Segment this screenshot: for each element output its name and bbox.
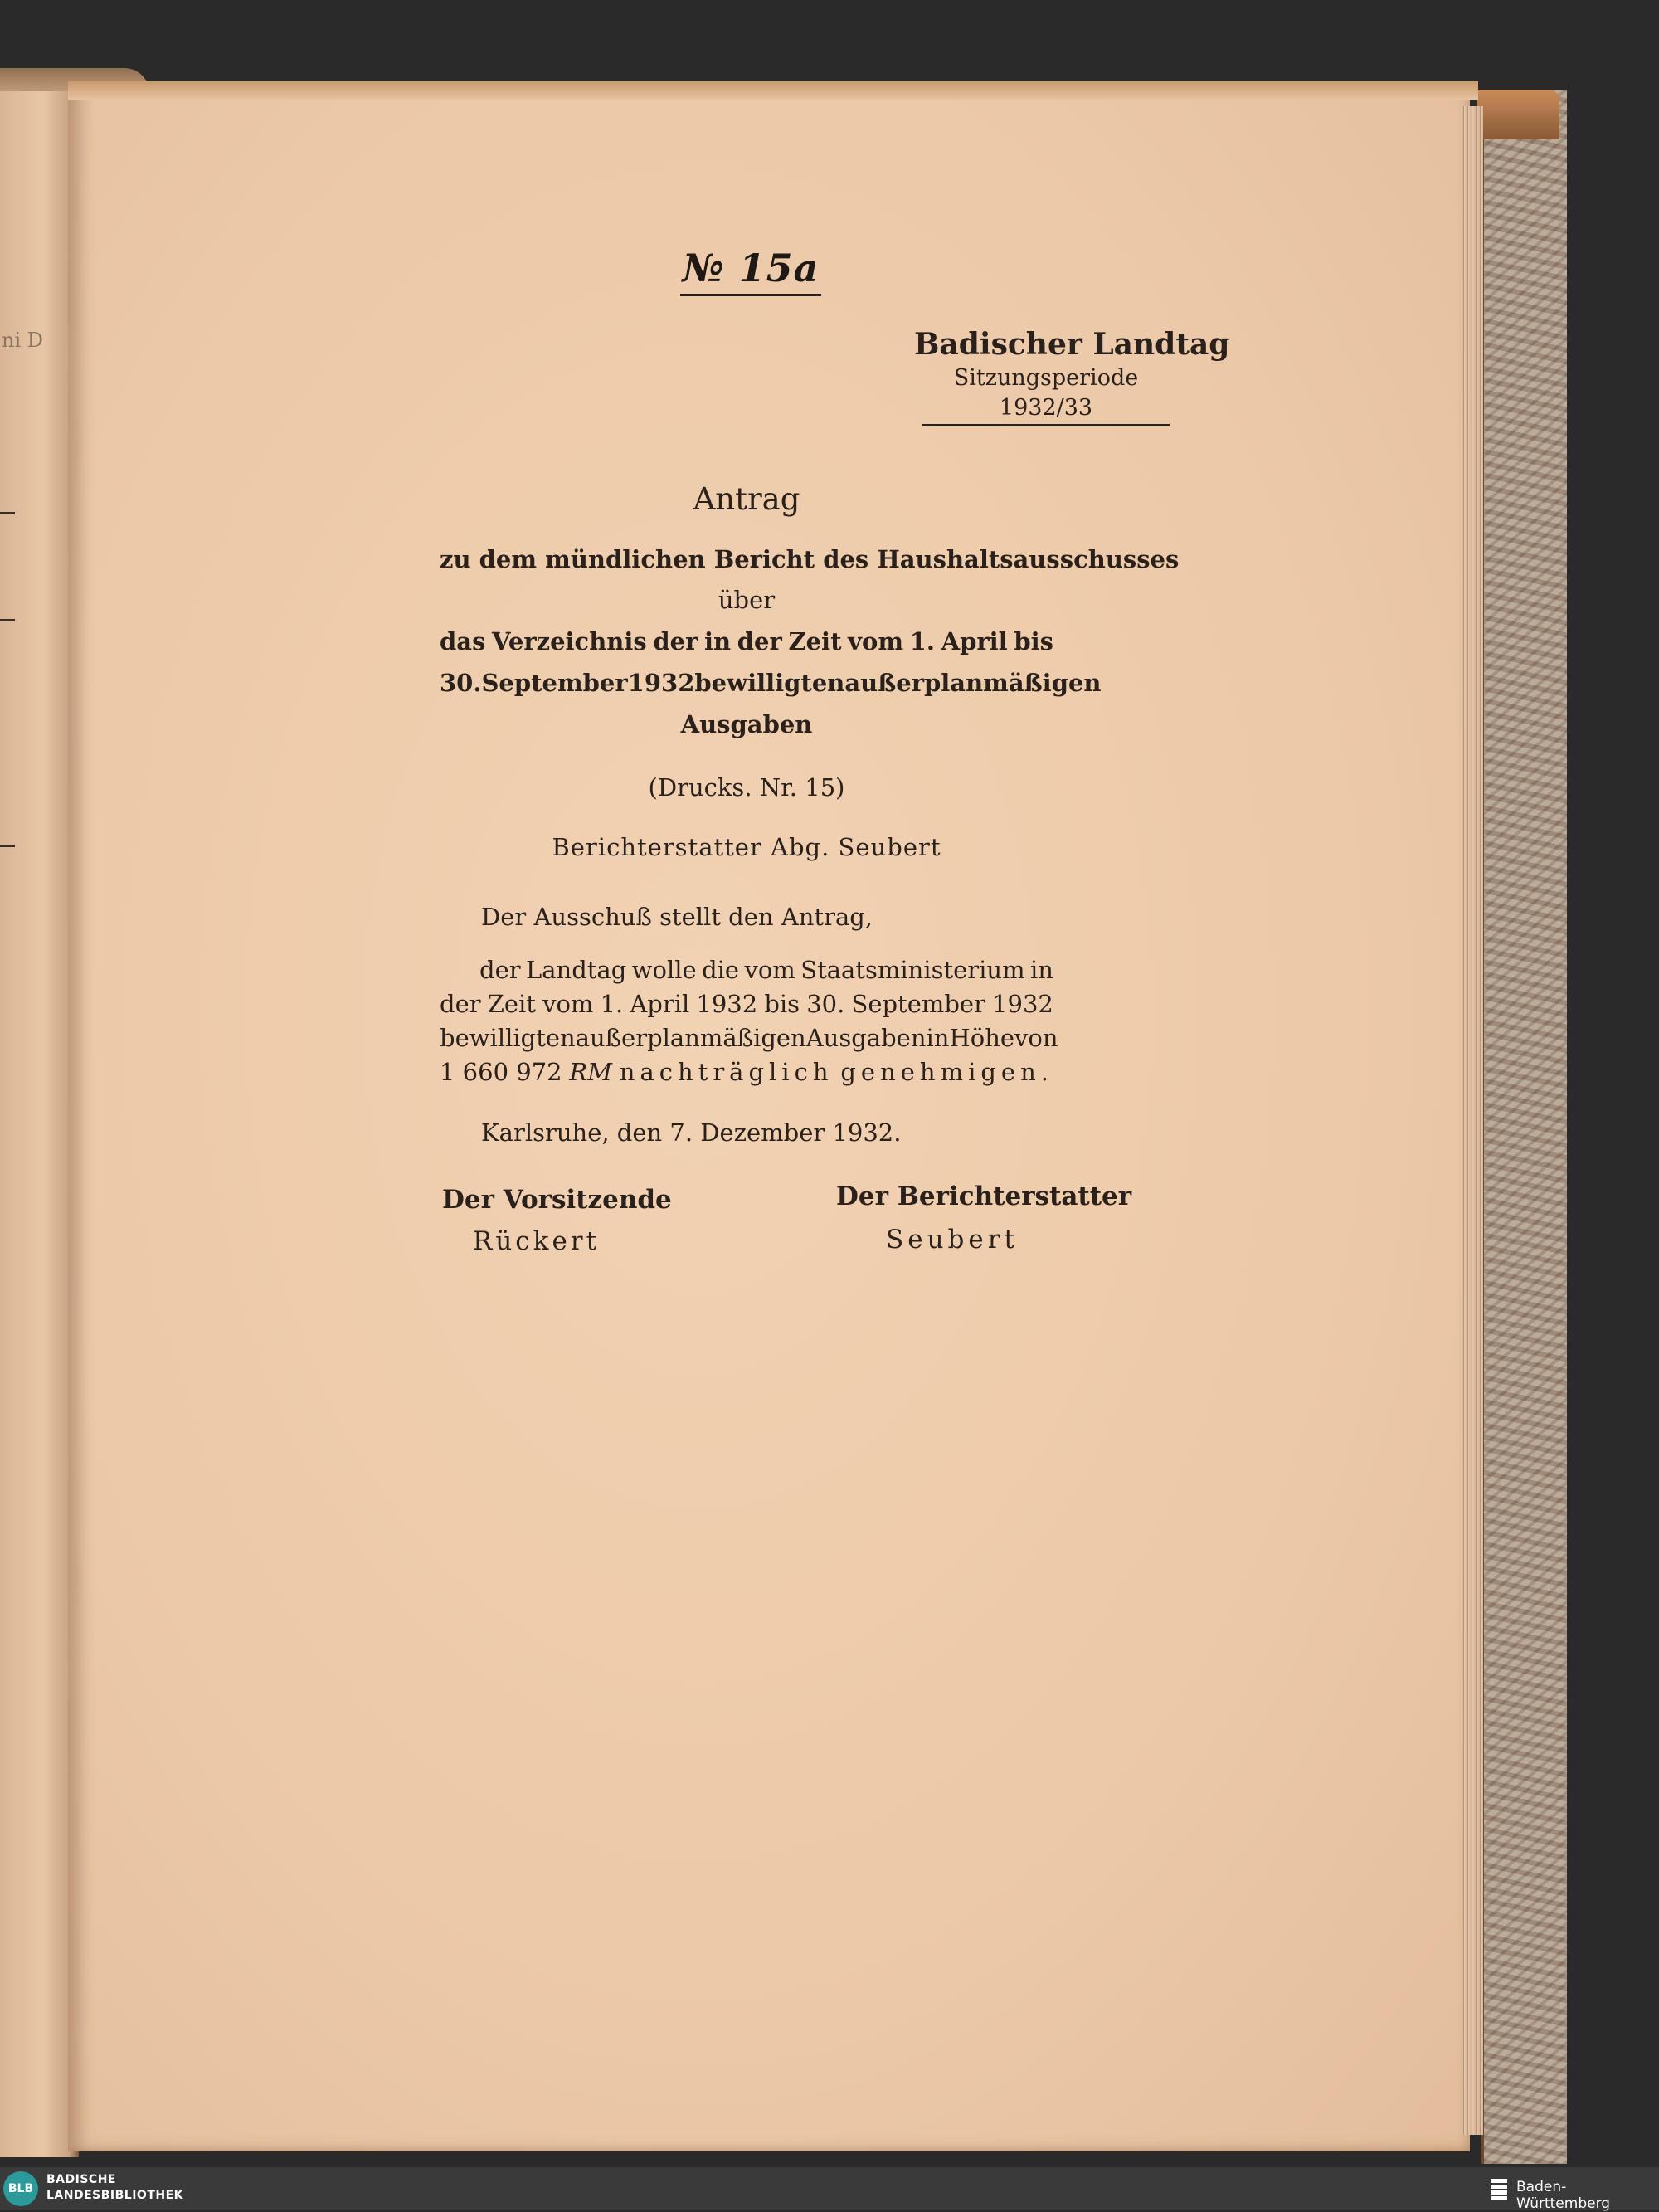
signature-left-title: Der Vorsitzende <box>442 1185 672 1215</box>
state-emblem-icon <box>1489 2177 1509 2202</box>
word: bis <box>1014 627 1053 655</box>
body-line-4 <box>440 1058 1053 1086</box>
body-line-1 <box>479 956 1053 984</box>
word: außerplanmäßigen <box>844 669 1102 697</box>
word: Zeit <box>487 990 536 1018</box>
word: von <box>1014 1024 1058 1052</box>
word: genehmigen. <box>840 1058 1053 1086</box>
left-page-mark <box>0 619 15 621</box>
word: bewilligten <box>694 669 845 697</box>
word: wolle <box>631 956 697 984</box>
word: die <box>702 956 740 984</box>
document-number: № 15a <box>680 246 821 296</box>
print-reference: (Drucks. Nr. 15) <box>648 773 845 801</box>
word: das <box>440 627 486 655</box>
word: vom <box>542 990 594 1018</box>
word: der <box>440 990 481 1018</box>
word: 30. <box>806 990 845 1018</box>
document-page <box>68 81 1470 2151</box>
signature-right-title: Der Berichterstatter <box>836 1182 1132 1211</box>
blb-logo: BLB <box>3 2171 38 2206</box>
word: der <box>653 627 698 655</box>
word: Ausgaben <box>805 1024 927 1052</box>
word: bewilligten <box>440 1024 576 1052</box>
state-label: Baden-Württemberg <box>1516 2179 1611 2212</box>
subject-line-4 <box>440 669 1102 697</box>
word: Landtag <box>525 956 627 984</box>
signature-left-name: Rückert <box>473 1226 601 1256</box>
left-page-text-fragment: ni D <box>2 329 44 352</box>
word: Zeit <box>788 627 842 655</box>
word: nachträglich <box>619 1058 834 1086</box>
library-name-line-2: LANDESBIBLIOTHEK <box>46 2189 184 2202</box>
word: der <box>737 627 782 655</box>
word: 1932 <box>992 990 1053 1018</box>
word: vom <box>744 956 795 984</box>
word: September <box>481 669 628 697</box>
page-stack-edge <box>1462 106 1483 2135</box>
word: Staatsministerium <box>800 956 1025 984</box>
body-line-2 <box>440 990 1053 1018</box>
session-label: Sitzungsperiode <box>953 365 1139 391</box>
word: Höhe <box>949 1024 1015 1052</box>
signature-right-name: Seubert <box>886 1225 1019 1255</box>
currency: RM <box>569 1058 612 1086</box>
word: Verzeichnis <box>492 627 647 655</box>
left-page <box>0 91 79 2157</box>
word: 1. <box>909 627 935 655</box>
word: September <box>851 990 985 1018</box>
word: 1932 <box>627 669 695 697</box>
word: 1. <box>600 990 624 1018</box>
subject-line-2: über <box>718 586 776 614</box>
session-years: 1932/33 <box>999 395 1093 421</box>
word: in <box>926 1024 950 1052</box>
word: April <box>630 990 690 1018</box>
footer-bar <box>0 2167 1659 2210</box>
word: in <box>1029 956 1053 984</box>
document-title: Antrag <box>693 481 800 517</box>
word: 1932 <box>696 990 758 1018</box>
word: 30. <box>440 669 482 697</box>
institution-name: Badischer Landtag <box>914 327 1230 362</box>
rapporteur-line: Berichterstatter Abg. Seubert <box>552 833 941 861</box>
body-intro: Der Ausschuß stellt den Antrag, <box>481 903 873 931</box>
place-date: Karlsruhe, den 7. Dezember 1932. <box>481 1118 902 1147</box>
library-name-line-1: BADISCHE <box>46 2173 116 2186</box>
word: außerplanmäßigen <box>575 1024 806 1052</box>
left-page-mark <box>0 512 15 514</box>
left-page-mark <box>0 845 15 847</box>
amount: 1 660 972 <box>440 1058 562 1086</box>
word: April <box>941 627 1008 655</box>
subject-line-3 <box>440 627 1053 655</box>
book-binding <box>1481 90 1567 2164</box>
word: vom <box>848 627 904 655</box>
subject-line-1: zu dem mündlichen Bericht des Haushaltsausschusses <box>440 545 1180 573</box>
word: der <box>479 956 521 984</box>
word: bis <box>764 990 800 1018</box>
subject-line-5: Ausgaben <box>680 710 813 738</box>
word: in <box>704 627 732 655</box>
page-top-edge <box>68 81 1478 100</box>
institution-underline <box>922 424 1170 426</box>
binding-corner <box>1477 90 1559 139</box>
body-line-3 <box>440 1024 1058 1052</box>
